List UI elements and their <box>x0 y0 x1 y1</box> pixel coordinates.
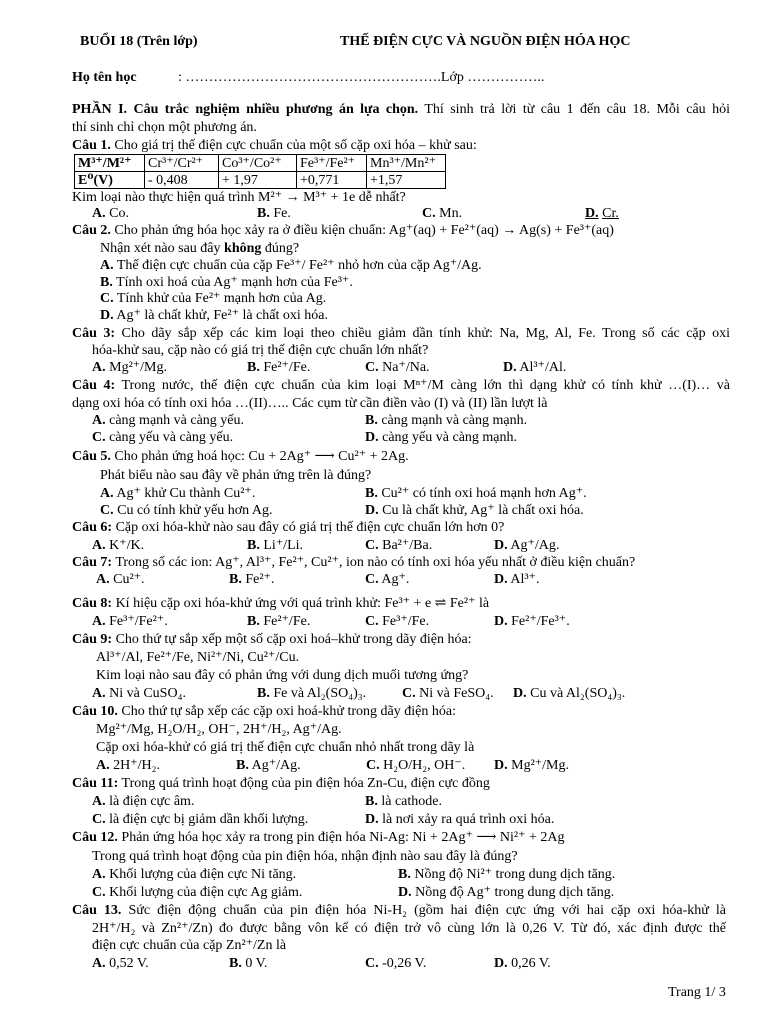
option-letter: B. <box>229 956 242 971</box>
question-1-option-b <box>257 205 291 222</box>
option-letter: B. <box>398 867 411 882</box>
option-letter: A. <box>92 538 106 553</box>
option-text: Mn. <box>439 206 463 221</box>
option-letter: A. <box>92 413 106 428</box>
option-letter: D. <box>503 360 517 375</box>
question-text: Cho phản ứng hóa học xảy ra ở điều kiện chuẩn: Ag⁺(aq) + Fe²⁺(aq) → Ag(s) + Fe³⁺(aq) <box>114 223 614 238</box>
question-12-option-a <box>92 866 296 883</box>
table-cell: - 0,408 <box>145 172 219 189</box>
question-1-option-c <box>422 205 462 222</box>
option-letter: D. <box>494 956 508 971</box>
question-text: Cho thứ tự sắp xếp các cặp oxi hoá-khử trong dãy điện hóa: <box>121 704 456 719</box>
question-text: Trong nước, thế điện cực chuẩn của kim loại Mⁿ⁺/M càng lớn thì dạng khử có tính khử …(I)… và <box>121 378 730 393</box>
option-letter: B. <box>365 794 378 809</box>
table-cell: +0,771 <box>297 172 367 189</box>
option-text: Cu và Al₂(SO₄)₃. <box>530 686 626 701</box>
question-3-stem <box>72 325 730 342</box>
question-12-prompt: Trong quá trình hoạt động của pin điện hóa, nhận định nào sau đây là đúng? <box>92 849 518 864</box>
option-letter: D. <box>365 430 379 445</box>
question-7-option-a <box>96 571 145 588</box>
option-letter: A. <box>96 758 110 773</box>
question-4-option-a <box>92 412 244 429</box>
question-1-prompt: Kim loại nào thực hiện quá trình M²⁺ → M³⁺ + 1e dễ nhất? <box>72 190 406 205</box>
question-6-stem <box>72 519 504 536</box>
option-text: 0,52 V. <box>109 956 149 971</box>
table-cell: M³⁺/M²⁺ <box>75 155 145 172</box>
table-cell: Co³⁺/Co²⁺ <box>219 155 297 172</box>
option-letter: A. <box>92 956 106 971</box>
question-13-option-a <box>92 955 149 972</box>
question-text: Sức điện động chuẩn của pin điện hóa Ni-H₂ (gồm hai điện cực ứng với hai cặp oxi hóa-khử là <box>128 903 726 918</box>
question-4-stem-cont: dạng oxi hóa có tính oxi hóa …(II)….. Các cụm từ cần điền vào (I) và (II) lần lượt là <box>72 396 548 411</box>
question-9-stem <box>72 631 472 648</box>
emphasis-text: không <box>224 241 262 256</box>
option-text: -0,26 V. <box>382 956 427 971</box>
option-text: Nồng độ Ag⁺ trong dung dịch tăng. <box>415 885 615 900</box>
question-12-option-d <box>398 884 614 901</box>
question-label: Câu 6: <box>72 520 113 535</box>
question-5-stem <box>72 448 409 465</box>
option-text: Mg²⁺/Mg. <box>109 360 167 375</box>
option-letter: C. <box>365 572 379 587</box>
question-5-option-d <box>365 502 584 519</box>
option-letter: A. <box>100 258 114 273</box>
question-8-option-c <box>365 613 429 630</box>
option-text: Ag⁺/Ag. <box>510 538 560 553</box>
question-7-option-b <box>229 571 274 588</box>
question-7-option-d <box>494 571 539 588</box>
question-1-option-d <box>585 205 619 222</box>
option-letter: B. <box>257 686 270 701</box>
question-12-stem <box>72 829 565 846</box>
question-2-option-b <box>100 274 353 291</box>
option-letter: C. <box>92 885 106 900</box>
option-text: H₂O/H₂, OH⁻. <box>383 758 466 773</box>
question-10-stem <box>72 703 456 720</box>
question-text: Phản ứng hóa học xảy ra trong pin điện hóa Ni-Ag: Ni + 2Ag⁺ ⟶ Ni²⁺ + 2Ag <box>121 830 565 845</box>
option-text: Ag⁺ là chất khử, Fe²⁺ là chất oxi hóa. <box>116 308 328 323</box>
option-letter: A. <box>92 686 106 701</box>
question-11-option-c <box>92 811 308 828</box>
question-9-option-b <box>257 685 366 702</box>
question-2-prompt <box>100 240 299 257</box>
question-11-option-b <box>365 793 442 810</box>
option-text: Fe³⁺/Fe. <box>382 614 430 629</box>
option-letter: B. <box>247 614 260 629</box>
question-label: Câu 8: <box>72 596 113 611</box>
option-letter: C. <box>365 614 379 629</box>
option-letter: B. <box>365 413 378 428</box>
page-number: Trang 1/ 3 <box>668 985 726 1000</box>
page-title: THẾ ĐIỆN CỰC VÀ NGUỒN ĐIỆN HÓA HỌC <box>340 34 631 49</box>
question-8-option-a <box>92 613 168 630</box>
question-8-stem <box>72 595 489 612</box>
question-13-stem-cont: 2H⁺/H₂ và Zn²⁺/Zn) đo được bằng vôn kế có điện trở vô cùng lớn là 0,26 V. Từ đó, xác định được thế <box>92 921 726 936</box>
question-label: Câu 10. <box>72 704 118 719</box>
option-text: Cu²⁺. <box>113 572 145 587</box>
table-cell: + 1,97 <box>219 172 297 189</box>
question-3-option-c <box>365 359 430 376</box>
question-6-option-d <box>494 537 559 554</box>
question-9-series: Al³⁺/Al, Fe²⁺/Fe, Ni²⁺/Ni, Cu²⁺/Cu. <box>96 650 300 665</box>
option-letter: D. <box>365 812 379 827</box>
option-text: Cu²⁺ có tính oxi hoá mạnh hơn Ag⁺. <box>381 486 587 501</box>
option-text: Tính khử của Fe²⁺ mạnh hơn của Ag. <box>116 291 327 306</box>
option-letter: D. <box>513 686 527 701</box>
question-text: Cặp oxi hóa-khử nào sau đây có giá trị thế điện cực chuẩn lớn hơn 0? <box>115 520 505 535</box>
option-text: Al³⁺. <box>510 572 540 587</box>
question-text: đúng? <box>264 241 300 256</box>
question-label: Câu 7: <box>72 555 113 570</box>
option-letter: A. <box>100 486 114 501</box>
option-text: là cathode. <box>381 794 442 809</box>
question-label: Câu 11: <box>72 776 119 791</box>
question-8-option-d <box>494 613 570 630</box>
session-label: BUỔI 18 (Trên lớp) <box>80 34 198 49</box>
option-text: Ba²⁺/Ba. <box>382 538 433 553</box>
question-11-stem <box>72 775 490 792</box>
option-text: Cu có tính khử yếu hơn Ag. <box>117 503 273 518</box>
question-10-prompt: Cặp oxi hóa-khử có giá trị thế điện cực chuẩn nhỏ nhất trong dãy là <box>96 740 475 755</box>
question-4-option-d <box>365 429 517 446</box>
question-6-option-b <box>247 537 303 554</box>
question-10-option-c <box>366 757 465 774</box>
question-13-option-c <box>365 955 426 972</box>
table-header-row <box>75 155 446 172</box>
option-text: 2H⁺/H₂. <box>113 758 161 773</box>
option-letter: A. <box>92 206 106 221</box>
question-text: Nhận xét nào sau đây <box>100 241 221 256</box>
question-text: Trong quá trình hoạt động của pin điện hóa Zn-Cu, điện cực đồng <box>121 776 490 791</box>
part-label: PHẦN I. Câu trắc nghiệm nhiều phương án lựa chọn. <box>72 102 419 117</box>
option-text: Fe³⁺/Fe²⁺. <box>109 614 168 629</box>
question-text: Cho dãy sắp xếp các kim loại theo chiều giảm dần tính khử: Na, Mg, Al, Fe. Trong số các cặp oxi <box>121 326 731 341</box>
question-13-option-b <box>229 955 267 972</box>
question-10-option-a <box>96 757 160 774</box>
part-text: Thí sinh trả lời từ câu 1 đến câu 18. Mỗi câu hỏi <box>424 102 730 117</box>
option-letter: B. <box>247 538 260 553</box>
option-text: Ni và CuSO₄. <box>109 686 186 701</box>
question-2-option-c <box>100 290 326 307</box>
option-letter: A. <box>96 572 110 587</box>
option-letter: A. <box>92 867 106 882</box>
option-letter: C. <box>365 538 379 553</box>
question-13-prompt: điện cực chuẩn của cặp Zn²⁺/Zn là <box>92 938 287 953</box>
question-text: Cho thứ tự sắp xếp một số cặp oxi hoá–khử trong dãy điện hóa: <box>115 632 472 647</box>
question-label: Câu 3: <box>72 326 116 341</box>
option-text: Ag⁺. <box>381 572 410 587</box>
question-4-option-b <box>365 412 527 429</box>
option-letter: C. <box>366 758 380 773</box>
question-12-option-c <box>92 884 302 901</box>
option-text: Cr. <box>602 206 619 221</box>
question-label: Câu 9: <box>72 632 113 647</box>
option-text: Fe²⁺. <box>245 572 275 587</box>
table-cell: Fe³⁺/Fe²⁺ <box>297 155 367 172</box>
question-text: Kí hiệu cặp oxi hóa-khử ứng với quá trình khử: Fe³⁺ + e ⇌ Fe²⁺ là <box>115 596 490 611</box>
question-4-option-c <box>92 429 233 446</box>
option-letter: D. <box>398 885 412 900</box>
question-2-stem <box>72 222 614 239</box>
option-letter: D. <box>365 503 379 518</box>
option-text: Thế điện cực chuẩn của cặp Fe³⁺/ Fe²⁺ nhỏ hơn của cặp Ag⁺/Ag. <box>116 258 482 273</box>
option-letter: B. <box>236 758 249 773</box>
standard-potential-table <box>74 154 446 189</box>
option-letter: C. <box>402 686 416 701</box>
option-text: Ag⁺ khử Cu thành Cu²⁺. <box>116 486 256 501</box>
question-text: Cho phản ứng hoá học: Cu + 2Ag⁺ ⟶ Cu²⁺ + 2Ag. <box>114 449 409 464</box>
option-letter: B. <box>100 275 113 290</box>
question-13-option-d <box>494 955 551 972</box>
question-label: Câu 13. <box>72 903 122 918</box>
option-text: 0 V. <box>245 956 268 971</box>
option-letter: D. <box>494 538 508 553</box>
option-letter: A. <box>92 360 106 375</box>
part-instructions-line-2: thí sinh chỉ chọn một phương án. <box>72 120 257 135</box>
option-text: Fe. <box>273 206 291 221</box>
option-letter: D. <box>494 758 508 773</box>
question-1-stem <box>72 137 477 154</box>
question-3-stem-cont: hóa-khử sau, cặp nào có giá trị thế điện cực chuẩn lớn nhất? <box>92 343 429 358</box>
table-cell: +1,57 <box>367 172 446 189</box>
question-8-option-b <box>247 613 310 630</box>
option-letter: D. <box>585 206 599 221</box>
option-text: Khối lượng của điện cực Ag giảm. <box>109 885 303 900</box>
question-5-option-c <box>100 502 273 519</box>
question-12-option-b <box>398 866 615 883</box>
question-9-option-d <box>513 685 625 702</box>
question-9-option-c <box>402 685 494 702</box>
option-text: Li⁺/Li. <box>263 538 304 553</box>
question-5-option-a <box>100 485 255 502</box>
option-letter: B. <box>229 572 242 587</box>
question-text: Trong số các ion: Ag⁺, Al³⁺, Fe²⁺, Cu²⁺, ion nào có tính oxi hóa yếu nhất ở điều kiện chuẩn? <box>115 555 636 570</box>
question-2-option-d <box>100 307 328 324</box>
option-text: Tính oxi hoá của Ag⁺ mạnh hơn của Fe³⁺. <box>116 275 353 290</box>
option-text: là điện cực bị giảm dần khối lượng. <box>109 812 309 827</box>
option-letter: B. <box>257 206 270 221</box>
question-4-stem <box>72 377 730 394</box>
option-text: Cu là chất khử, Ag⁺ là chất oxi hóa. <box>382 503 584 518</box>
option-text: là nơi xảy ra quá trình oxi hóa. <box>382 812 555 827</box>
option-text: càng mạnh và càng mạnh. <box>381 413 528 428</box>
option-letter: A. <box>92 794 106 809</box>
question-text: Cho giá trị thế điện cực chuẩn của một số cặp oxi hóa – khử sau: <box>114 138 477 153</box>
question-2-option-a <box>100 257 482 274</box>
table-cell: E⁰(V) <box>75 172 145 189</box>
option-letter: D. <box>494 614 508 629</box>
question-9-option-a <box>92 685 186 702</box>
question-3-option-a <box>92 359 167 376</box>
question-5-option-b <box>365 485 587 502</box>
question-11-option-a <box>92 793 194 810</box>
option-letter: C. <box>100 291 114 306</box>
option-letter: C. <box>92 430 106 445</box>
table-cell: Cr³⁺/Cr²⁺ <box>145 155 219 172</box>
option-text: K⁺/K. <box>109 538 145 553</box>
question-6-option-a <box>92 537 144 554</box>
option-letter: C. <box>100 503 114 518</box>
option-text: 0,26 V. <box>511 956 551 971</box>
option-text: Co. <box>109 206 129 221</box>
question-10-option-d <box>494 757 569 774</box>
question-7-stem <box>72 554 635 571</box>
option-letter: D. <box>494 572 508 587</box>
option-text: Fe²⁺/Fe. <box>263 360 311 375</box>
option-text: Fe và Al₂(SO₄)₃. <box>273 686 367 701</box>
question-3-option-d <box>503 359 566 376</box>
question-1-option-a <box>92 205 129 222</box>
option-letter: D. <box>100 308 114 323</box>
option-text: là điện cực âm. <box>109 794 195 809</box>
option-letter: A. <box>92 614 106 629</box>
option-letter: C. <box>365 956 379 971</box>
question-label: Câu 1. <box>72 138 111 153</box>
question-label: Câu 4: <box>72 378 116 393</box>
option-text: Al³⁺/Al. <box>519 360 567 375</box>
option-text: Fe²⁺/Fe³⁺. <box>511 614 570 629</box>
question-11-option-d <box>365 811 554 828</box>
option-letter: B. <box>365 486 378 501</box>
question-10-series: Mg²⁺/Mg, H₂O/H₂, OH⁻, 2H⁺/H₂, Ag⁺/Ag. <box>96 722 342 737</box>
option-text: Nồng độ Ni²⁺ trong dung dịch tăng. <box>414 867 616 882</box>
option-text: Na⁺/Na. <box>382 360 430 375</box>
question-6-option-c <box>365 537 432 554</box>
option-text: Ni và FeSO₄. <box>419 686 494 701</box>
student-name-label: Họ tên học <box>72 70 137 85</box>
option-text: càng yếu và càng mạnh. <box>382 430 518 445</box>
question-3-option-b <box>247 359 310 376</box>
table-value-row <box>75 172 446 189</box>
student-name-blank: : ……………………………………………….Lớp …………….. <box>178 70 545 85</box>
question-label: Câu 5. <box>72 449 111 464</box>
option-text: Khối lượng của điện cực Ni tăng. <box>109 867 297 882</box>
option-text: Fe²⁺/Fe. <box>263 614 311 629</box>
option-text: Mg²⁺/Mg. <box>511 758 569 773</box>
option-text: càng mạnh và càng yếu. <box>109 413 245 428</box>
question-5-prompt: Phát biểu nào sau đây về phản ứng trên là đúng? <box>100 468 372 483</box>
question-10-option-b <box>236 757 301 774</box>
option-text: Ag⁺/Ag. <box>251 758 301 773</box>
question-7-option-c <box>365 571 409 588</box>
option-letter: C. <box>92 812 106 827</box>
table-cell: Mn³⁺/Mn²⁺ <box>367 155 446 172</box>
option-letter: C. <box>422 206 436 221</box>
question-label: Câu 12. <box>72 830 118 845</box>
option-letter: B. <box>247 360 260 375</box>
option-text: càng yếu và càng yếu. <box>109 430 234 445</box>
question-13-stem <box>72 902 726 919</box>
part-instructions-line-1 <box>72 101 730 118</box>
question-9-prompt: Kim loại nào sau đây có phản ứng với dung dịch muối tương ứng? <box>96 668 469 683</box>
question-label: Câu 2. <box>72 223 111 238</box>
option-letter: C. <box>365 360 379 375</box>
